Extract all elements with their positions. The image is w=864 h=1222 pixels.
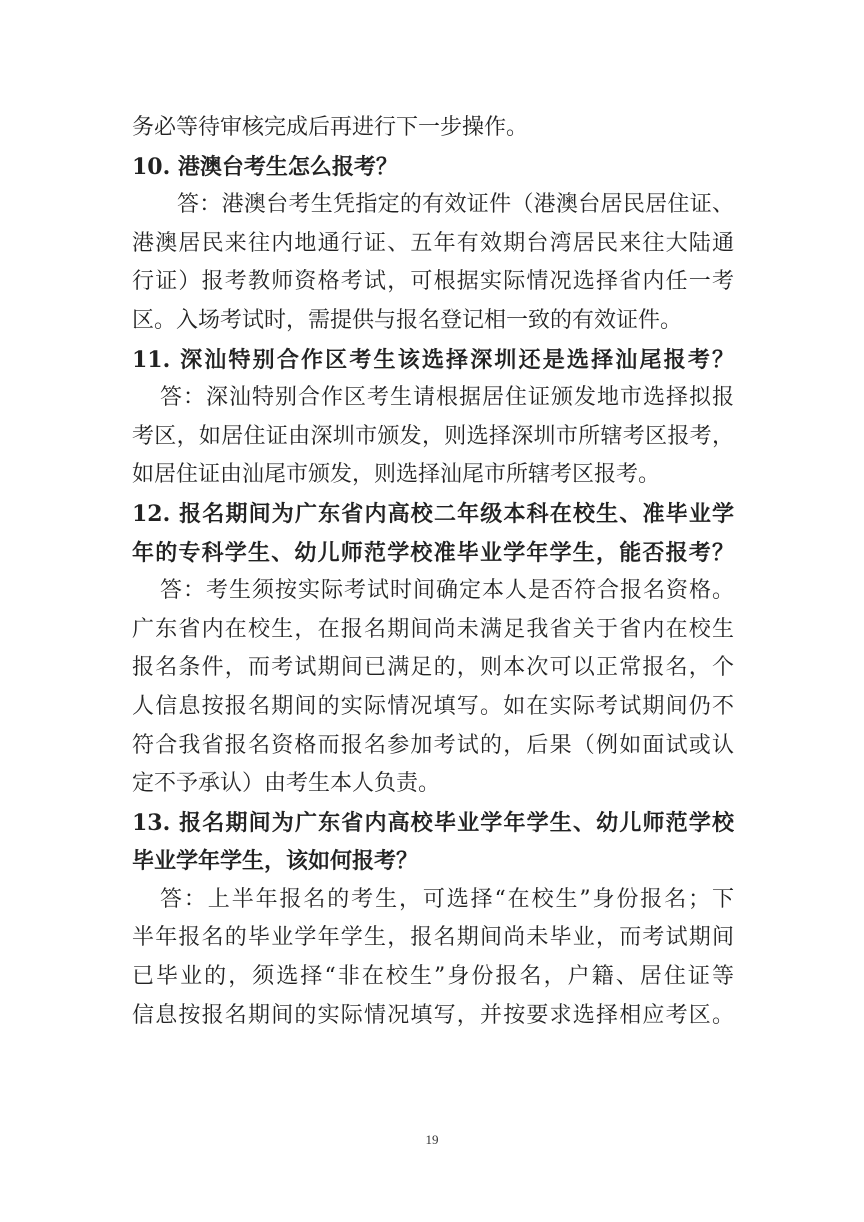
question-heading-line: 10. 港澳台考生怎么报考？	[132, 153, 398, 180]
question-heading-line: 11. 深汕特别合作区考生该选择深圳还是选择汕尾报考？	[132, 346, 734, 373]
paragraph-line: 已毕业的，须选择“非在校生”身份报名，户籍、居住证等	[132, 964, 734, 990]
paragraph-line: 考区，如居住证由深圳市颁发，则选择深圳市所辖考区报考，	[132, 423, 734, 449]
paragraph-line: 信息按报名期间的实际情况填写，并按要求选择相应考区。	[132, 1002, 734, 1028]
paragraph-line: 定不予承认）由考生本人负责。	[132, 771, 441, 797]
question-heading-line: 13. 报名期间为广东省内高校毕业学年学生、幼儿师范学校	[132, 809, 734, 836]
paragraph-line: 半年报名的毕业学年学生，报名期间尚未毕业，而考试期间	[132, 925, 734, 951]
question-heading-line: 12. 报名期间为广东省内高校二年级本科在校生、准毕业学	[132, 500, 734, 527]
page-number: 19	[425, 1132, 439, 1147]
paragraph-line: 广东省内在校生，在报名期间尚未满足我省关于省内在校生	[132, 616, 734, 642]
paragraph-line: 行证）报考教师资格考试，可根据实际情况选择省内任一考	[132, 269, 734, 295]
paragraph-line: 如居住证由汕尾市颁发，则选择汕尾市所辖考区报考。	[132, 462, 661, 488]
question-heading-line: 年的专科学生、幼儿师范学校准毕业学年学生，能否报考？	[132, 539, 734, 566]
paragraph-line: 符合我省报名资格而报名参加考试的，后果（例如面试或认	[132, 732, 734, 758]
paragraph-line: 区。入场考试时，需提供与报名登记相一致的有效证件。	[132, 307, 683, 333]
paragraph-line: 报名条件，而考试期间已满足的，则本次可以正常报名，个	[132, 655, 734, 681]
answer-line: 答：深汕特别合作区考生请根据居住证颁发地市选择拟报	[160, 385, 734, 411]
answer-line: 答：考生须按实际考试时间确定本人是否符合报名资格。	[160, 578, 734, 604]
answer-line: 答：上半年报名的考生，可选择“在校生”身份报名；下	[160, 886, 734, 912]
paragraph-line: 务必等待审核完成后再进行下一步操作。	[132, 115, 529, 140]
question-heading-line: 毕业学年学生，该如何报考？	[132, 848, 419, 875]
paragraph-line: 港澳居民来往内地通行证、五年有效期台湾居民来往大陆通	[132, 230, 734, 256]
paragraph-line: 人信息按报名期间的实际情况填写。如在实际考试期间仍不	[132, 693, 734, 719]
document-body	[132, 109, 734, 1035]
answer-line: 答：港澳台考生凭指定的有效证件（港澳台居民居住证、	[177, 192, 734, 218]
